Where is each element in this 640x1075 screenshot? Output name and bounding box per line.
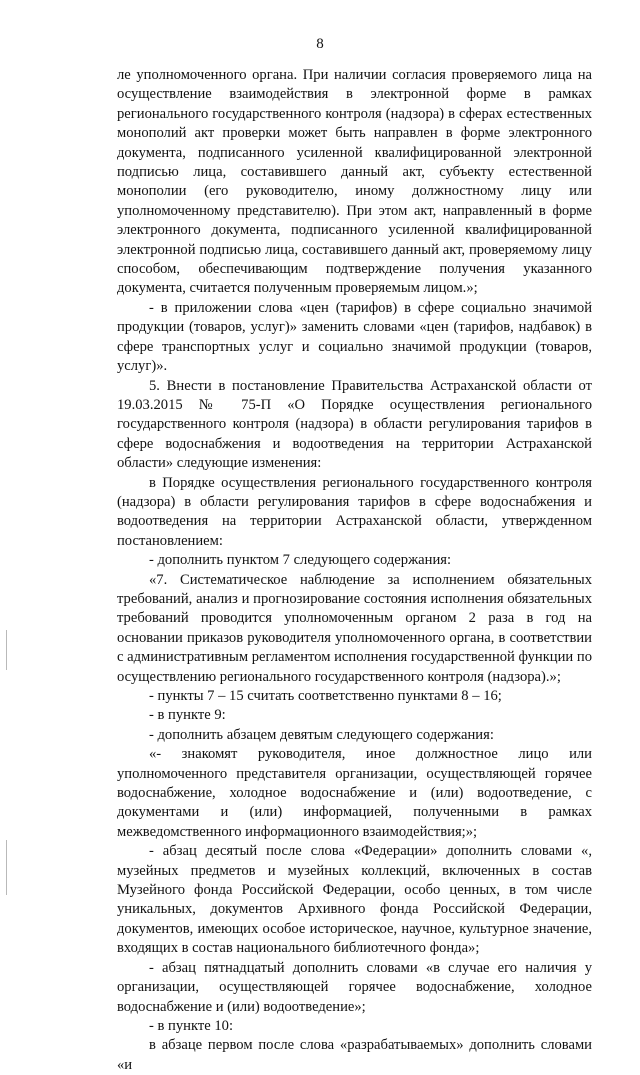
paragraph: - в приложении слова «цен (тарифов) в сфере социально значимой продукции (товаров, услуг)» заменить словами «цен (тарифов, надбавок) в сфере транспортных услуг и социально значимой продукции (товаров, услуг)». — [117, 299, 592, 375]
paragraph: в Порядке осуществления регионального государственного контроля (надзора) в области регулирования тарифов в сфере водоснабжения и водоотведения на территории Астраханской области, утвержденном постановлением: — [117, 474, 592, 549]
paragraph: - в пункте 9: — [149, 707, 226, 724]
paragraph: 5. Внести в постановление Правительства Астраханской области от 19.03.2015 № 75-П «О Порядке осуществления регионального государственного контроля (надзора) в области регулирования тарифов в сфере водоснабжения и водоотведения на территории Астраханской области» следующие изменения: — [117, 377, 592, 472]
paragraph: ле уполномоченного органа. При наличии согласия проверяемого лица на осуществление взаимодействия в электронной форме в рамках регионального государственного контроля (надзора) в сферах естественных монополий акт проверки может быть направлен в форме электронного документа, подписанного усиленной квалифицированной электронной подписью лица, составившего данный акт, субъекту естественной монополии (его руководителю, иному должностному лицу или уполномоченному представителю). При этом акт, направленный в форме электронного документа, подписанного усиленной квалифицированной электронной подписью лица, составившего данный акт, проверяемому лицу способом, обеспечивающим подтверждение получения указанного документа, считается полученным проверяемым лицом.»; — [117, 67, 592, 297]
paragraph: «- знакомят руководителя, иное должностное лицо или уполномоченного представителя организации, осуществляющей горячее водоснабжение, холодное водоснабжение и (или) водоотведение, с документами и (или) информацией, полученными в рамках межведомственного информационного взаимодействия;»; — [117, 746, 592, 840]
scan-edge-mark — [6, 630, 7, 670]
paragraph: - дополнить пунктом 7 следующего содержания: — [149, 552, 452, 569]
scan-edge-mark — [6, 840, 7, 895]
document-body — [117, 66, 592, 1075]
page-number: 8 — [316, 36, 324, 52]
paragraph: - пункты 7 – 15 считать соответственно пунктами 8 – 16; — [149, 688, 502, 704]
paragraph: - абзац десятый после слова «Федерации» дополнить словами «, музейных предметов и музейных коллекций, включенных в состав Музейного фонда Российской Федерации, особо ценных, в том числе уникальных, документов Архивного фонда Российской Федерации, документов, имеющих особое историческое, научное, культурное значение, входящих в состав национального библиотечного фонда»; — [117, 843, 592, 957]
paragraph: - дополнить абзацем девятым следующего содержания: — [149, 726, 494, 743]
paragraph: - в пункте 10: — [149, 1017, 234, 1034]
paragraph: - абзац пятнадцатый дополнить словами «в случае его наличия у организации, осуществляющей горячее водоснабжение, холодное водоснабжение и (или) водоотведение»; — [117, 959, 592, 1015]
paragraph: «7. Систематическое наблюдение за исполнением обязательных требований, анализ и прогнозирование состояния исполнения обязательных требований проводится уполномоченным органом 2 раза в год на основании приказов руководителя уполномоченного органа, в соответствии с административным регламентом исполнения государственной функции по осуществлению регионального государственного контроля (надзора).»; — [117, 571, 592, 685]
paragraph: в абзаце первом после слова «разрабатываемых» дополнить словами «и — [117, 1037, 592, 1073]
